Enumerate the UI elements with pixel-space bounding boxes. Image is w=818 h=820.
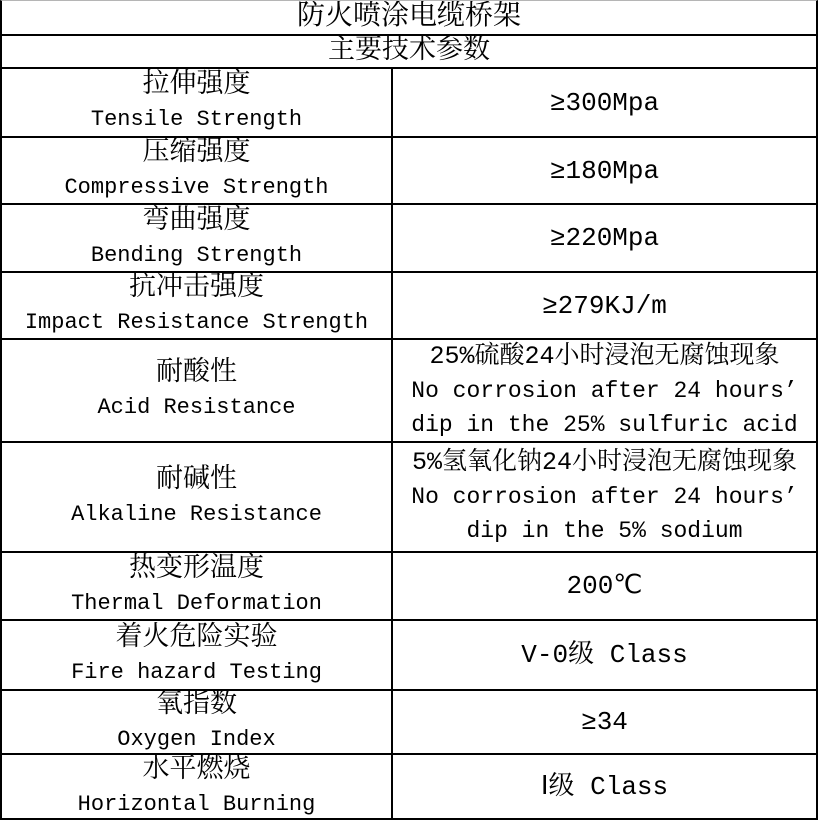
value-cell bbox=[393, 691, 816, 753]
value-line: Ⅰ级 Class bbox=[540, 772, 669, 802]
value-line: dip in the 25% sulfuric acid bbox=[411, 411, 798, 438]
value-cell bbox=[393, 205, 816, 271]
param-cn: 热变形温度 bbox=[129, 554, 264, 585]
value-line: ≥300Mpa bbox=[549, 87, 660, 118]
table-title: 防火喷涂电缆桥架 bbox=[296, 2, 521, 33]
param-cell bbox=[2, 621, 393, 689]
spec-row-acid-resistance bbox=[2, 338, 816, 441]
param-en: Tensile Strength bbox=[90, 107, 303, 132]
param-en: Fire hazard Testing bbox=[71, 659, 322, 685]
param-cn: 着火危险实验 bbox=[115, 623, 278, 654]
param-cn: 水平燃烧 bbox=[142, 755, 251, 786]
value-line: ≥34 bbox=[581, 707, 628, 737]
spec-row-compressive-strength bbox=[2, 136, 816, 203]
param-cn: 耐碱性 bbox=[156, 465, 237, 496]
value-line: 25%硫酸24小时浸泡无腐蚀现象 bbox=[429, 341, 780, 371]
spec-row-impact-resistance bbox=[2, 271, 816, 338]
value-line: dip in the 5% sodium bbox=[466, 518, 743, 544]
value-line: 200℃ bbox=[566, 571, 643, 601]
spec-row-bending-strength bbox=[2, 203, 816, 271]
param-cell bbox=[2, 138, 393, 203]
spec-row-tensile-strength bbox=[2, 67, 816, 136]
value-line: 5%氢氧化钠24小时浸泡无腐蚀现象 bbox=[411, 448, 797, 477]
value-line: ≥180Mpa bbox=[549, 155, 660, 186]
table-subtitle-row bbox=[2, 34, 816, 67]
param-en: Impact Resistance Strength bbox=[24, 310, 369, 335]
value-cell bbox=[393, 755, 816, 819]
value-line: ≥279KJ/m bbox=[542, 290, 667, 321]
table-subtitle-cell bbox=[2, 36, 816, 67]
param-cn: 弯曲强度 bbox=[142, 206, 251, 237]
param-cn: 拉伸强度 bbox=[142, 71, 251, 101]
value-line: No corrosion after 24 hours’ bbox=[411, 377, 798, 404]
value-cell bbox=[393, 553, 816, 619]
value-line: ≥220Mpa bbox=[549, 223, 660, 253]
param-en: Horizontal Burning bbox=[77, 791, 316, 817]
param-en: Acid Resistance bbox=[97, 395, 296, 420]
table-subtitle: 主要技术参数 bbox=[328, 36, 490, 67]
param-cell bbox=[2, 69, 393, 136]
spec-row-alkaline-resistance bbox=[2, 441, 816, 551]
value-cell bbox=[393, 621, 816, 689]
spec-row-oxygen-index bbox=[2, 689, 816, 753]
value-cell bbox=[393, 273, 816, 338]
param-cn: 耐酸性 bbox=[156, 359, 237, 389]
param-cell bbox=[2, 553, 393, 619]
spec-row-fire-hazard-testing bbox=[2, 619, 816, 689]
param-en: Compressive Strength bbox=[64, 175, 329, 200]
param-cell bbox=[2, 340, 393, 441]
param-cn: 压缩强度 bbox=[142, 139, 251, 169]
value-cell bbox=[393, 69, 816, 136]
param-cell bbox=[2, 205, 393, 271]
value-cell bbox=[393, 340, 816, 441]
param-cn: 抗冲击强度 bbox=[129, 274, 264, 304]
spec-row-thermal-deformation bbox=[2, 551, 816, 619]
param-en: Alkaline Resistance bbox=[71, 501, 322, 527]
param-cell bbox=[2, 443, 393, 551]
value-cell bbox=[393, 443, 816, 551]
param-cell bbox=[2, 755, 393, 819]
table-title-row bbox=[2, 1, 816, 34]
spec-row-horizontal-burning bbox=[2, 753, 816, 819]
param-cell bbox=[2, 273, 393, 338]
value-line: No corrosion after 24 hours’ bbox=[411, 484, 798, 510]
param-cell bbox=[2, 691, 393, 753]
table-title-cell bbox=[2, 1, 816, 34]
value-line: V-0级 Class bbox=[521, 640, 688, 670]
param-cn: 氧指数 bbox=[156, 691, 237, 721]
param-en: Bending Strength bbox=[90, 242, 303, 268]
param-en: Oxygen Index bbox=[117, 726, 276, 752]
param-en: Thermal Deformation bbox=[71, 590, 322, 616]
value-cell bbox=[393, 138, 816, 203]
